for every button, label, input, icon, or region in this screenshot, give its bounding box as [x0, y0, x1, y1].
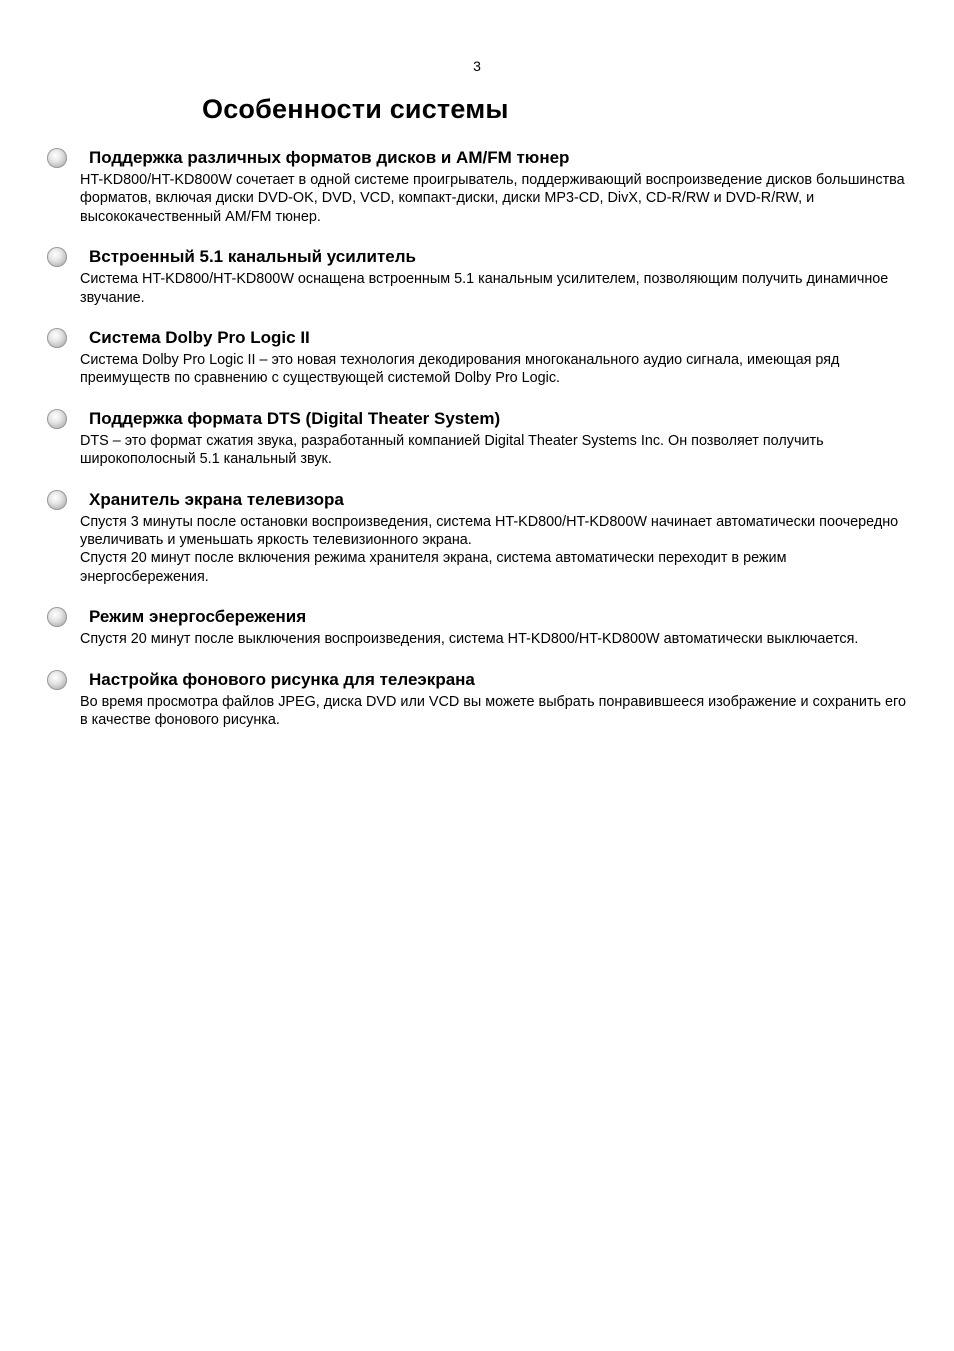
feature-description — [0, 171, 954, 226]
feature-heading: Настройка фонового рисунка для телеэкрана — [89, 669, 475, 689]
feature-paragraph: DTS – это формат сжатия звука, разработанный компанией Digital Theater Systems Inc. Он позволяет получить широкополосный 5.1 канальный звук. — [80, 432, 824, 468]
feature-paragraph: Спустя 20 минут после включения режима хранителя экрана, система автоматически переходит в режим энергосбережения. — [80, 550, 787, 585]
bullet-icon — [47, 148, 67, 168]
bullet-icon — [47, 490, 67, 510]
feature-section — [0, 325, 954, 388]
feature-heading: Режим энергосбережения — [89, 607, 307, 627]
feature-paragraph: Спустя 3 минуты после остановки воспроизведения, система HT-KD800/HT-KD800W начинает автоматически поочередно увеличивать и уменьшать яркость телевизионного экрана. — [80, 513, 899, 549]
page-number: 3 — [473, 58, 481, 74]
feature-section — [0, 406, 954, 469]
bullet-icon — [47, 670, 67, 690]
bullet-icon — [47, 409, 67, 429]
feature-section — [0, 145, 954, 226]
bullet-icon — [47, 328, 67, 348]
page-title: Особенности системы — [202, 94, 509, 124]
feature-paragraph: Спустя 20 минут после выключения воспроизведения, система HT-KD800/HT-KD800W автоматически выключается. — [80, 631, 859, 648]
feature-paragraph: HT-KD800/HT-KD800W сочетает в одной системе проигрыватель, поддерживающий воспроизведение дисков большинства форматов, включая диски DVD-OK, DVD, VCD, компакт-диски, диски MP3-CD, DivX, CD-R/RW и DVD-R/RW, и высококачественный AM/FM тюнер. — [80, 172, 905, 225]
feature-paragraph: Система HT-KD800/HT-KD800W оснащена встроенным 5.1 канальным усилителем, позволяющим получить динамичное звучание. — [80, 271, 889, 306]
feature-paragraph: Во время просмотра файлов JPEG, диска DVD или VCD вы можете выбрать понравившееся изображение и сохранить его в качестве фонового рисунка. — [80, 693, 906, 729]
feature-list — [0, 145, 954, 748]
feature-section — [0, 667, 954, 730]
feature-paragraph: Система Dolby Pro Logic II – это новая технология декодирования многоканального аудио сигнала, имеющая ряд преимуществ по сравнению с существующей системой Dolby Pro Logic. — [80, 352, 840, 387]
feature-description — [0, 513, 954, 587]
feature-section — [0, 604, 954, 648]
feature-description — [0, 351, 954, 388]
feature-description — [0, 693, 954, 730]
feature-heading: Поддержка формата DTS (Digital Theater System) — [89, 408, 501, 428]
feature-heading: Система Dolby Pro Logic II — [89, 328, 310, 348]
feature-section — [0, 244, 954, 307]
feature-heading: Хранитель экрана телевизора — [89, 489, 344, 509]
feature-heading: Поддержка различных форматов дисков и AM/FM тюнер — [89, 148, 570, 167]
feature-description — [0, 270, 954, 307]
feature-section — [0, 487, 954, 587]
feature-description — [0, 432, 954, 469]
feature-heading: Встроенный 5.1 канальный усилитель — [89, 247, 416, 267]
feature-description — [0, 630, 954, 648]
